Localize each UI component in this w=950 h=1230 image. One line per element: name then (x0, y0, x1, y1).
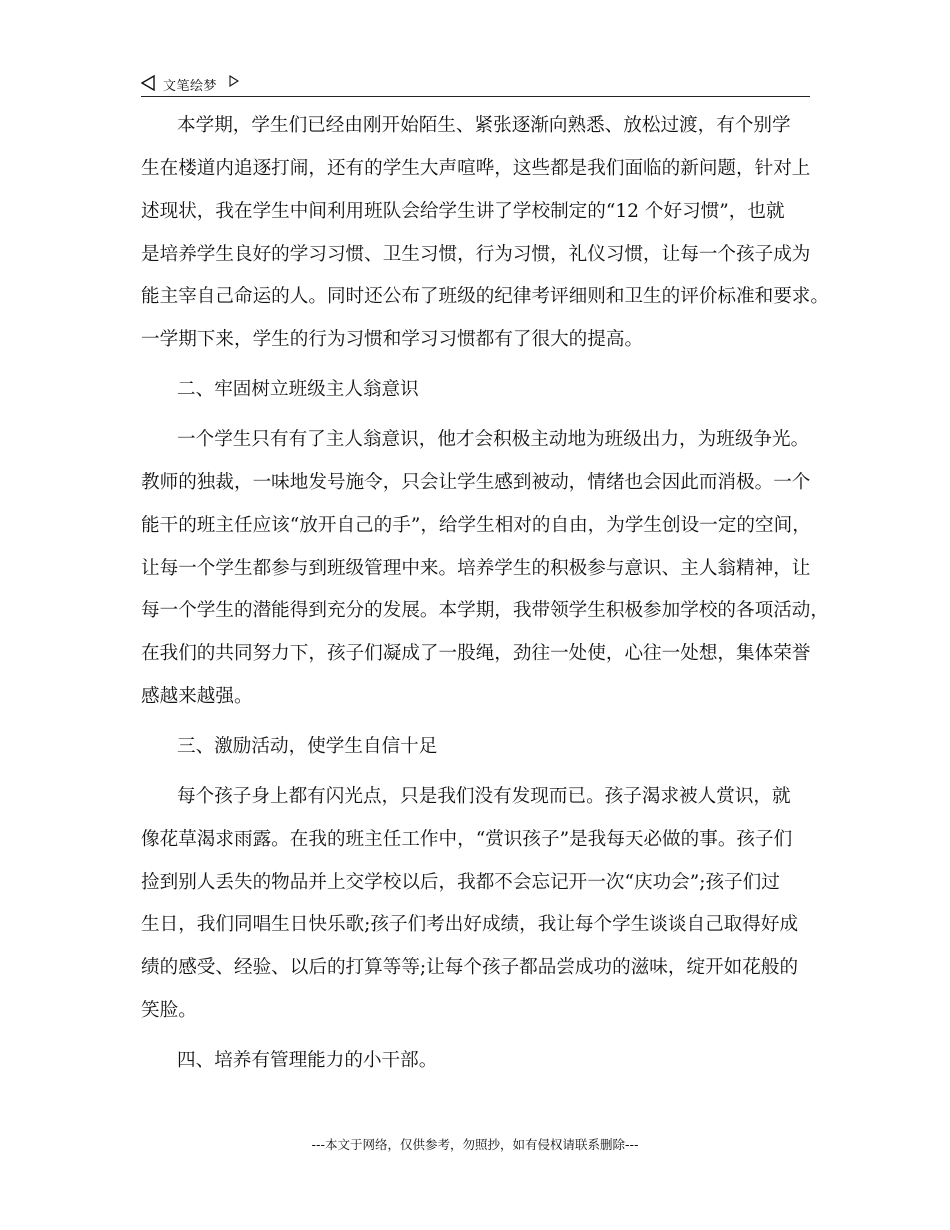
footer-notice: ---本文于网络，仅供参考，勿照抄，如有侵权请联系删除--- (311, 1137, 639, 1152)
section-heading: 三、激励活动，使学生自信十足 (177, 736, 438, 757)
paragraph-line: 像花草渴求雨露。在我的班主任工作中，“赏识孩子”是我每天必做的事。孩子们 (141, 829, 793, 850)
page-header (141, 72, 810, 97)
section-heading: 二、牢固树立班级主人翁意识 (177, 379, 419, 400)
paragraph-line: 能主宰自己命运的人。同时还公布了班级的纪律考评细则和卫生的评价标准和要求。 (141, 286, 829, 307)
paragraph-line: 每个孩子身上都有闪光点，只是我们没有发现而已。孩子渴求被人赏识，就 (177, 786, 791, 807)
paragraph-line: 一学期下来，学生的行为习惯和学习习惯都有了很大的提高。 (141, 329, 644, 350)
paragraph-line: 感越来越强。 (141, 686, 253, 707)
paragraph-line: 能干的班主任应该“放开自己的手”，给学生相对的自由，为学生创设一定的空间， (141, 515, 811, 536)
triangle-left-icon (141, 75, 155, 91)
paragraph-line: 在我们的共同努力下，孩子们凝成了一股绳，劲往一处使，心往一处想，集体荣誉 (141, 643, 811, 664)
paragraph-line: 让每一个学生都参与到班级管理中来。培养学生的积极参与意识、主人翁精神，让 (141, 558, 811, 579)
paragraph-line: 生在楼道内追逐打闹，还有的学生大声喧哗，这些都是我们面临的新问题，针对上 (141, 158, 811, 179)
paragraph-line: 笑脸。 (141, 1000, 197, 1021)
paragraph-line: 教师的独裁，一味地发号施令，只会让学生感到被动，情绪也会因此而消极。一个 (141, 472, 811, 493)
paragraph-line: 绩的感受、经验、以后的打算等等;让每个孩子都品尝成功的滋味，绽开如花般的 (141, 957, 799, 978)
paragraph-line: 一个学生只有有了主人翁意识，他才会积极主动地为班级出力，为班级争光。 (177, 429, 810, 450)
brand-name: 文笔绘梦 (163, 79, 218, 94)
paragraph-line: 捡到别人丢失的物品并上交学校以后，我都不会忘记开一次“庆功会”;孩子们过 (141, 872, 780, 893)
paragraph-line: 生日，我们同唱生日快乐歌;孩子们考出好成绩，我让每个学生谈谈自己取得好成 (141, 914, 799, 935)
triangle-right-icon (229, 75, 239, 87)
paragraph-line: 述现状，我在学生中间利用班队会给学生讲了学校制定的“12 个好习惯”，也就 (141, 201, 785, 222)
paragraph-line: 是培养学生良好的学习习惯、卫生习惯，行为习惯，礼仪习惯，让每一个孩子成为 (141, 244, 811, 265)
paragraph-line: 本学期，学生们已经由刚开始陌生、紧张逐渐向熟悉、放松过渡，有个别学 (177, 115, 791, 136)
section-heading: 四、培养有管理能力的小干部。 (177, 1050, 438, 1071)
paragraph-line: 每一个学生的潜能得到充分的发展。本学期，我带领学生积极参加学校的各项活动， (141, 600, 829, 621)
